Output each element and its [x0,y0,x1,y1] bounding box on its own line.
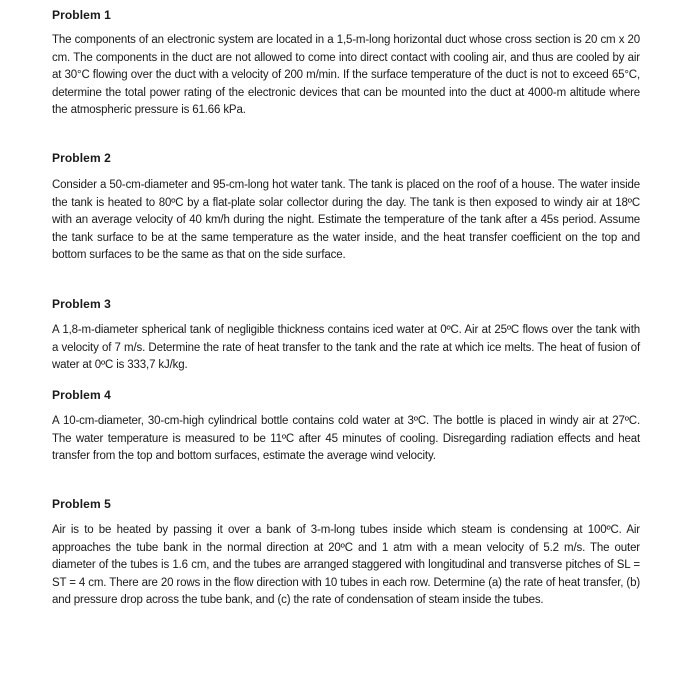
problem-2-text: Consider a 50-cm-diameter and 95-cm-long hot water tank. The tank is placed on the roof of a house. The water inside the tank is heated to 80ºC by a flat-plate solar collector during the day. The tank is then exposed to windy air at 18ºC with an average velocity of 40 km/h during the night. Estimate the temperature of the tank after a 45s period. Assume the tank surface to be at the same temperature as the water inside, and the heat transfer coefficient on the top and bottom surfaces to be the same as that on the side surface. [52,179,640,262]
problem-2-title: Problem 2 [52,151,111,165]
problem-4-text: A 10-cm-diameter, 30-cm-high cylindrical bottle contains cold water at 3ºC. The bottle is placed in windy air at 27ºC. The water temperature is measured to be 11ºC after 45 minutes of cooling. Disregarding radiation effects and heat transfer from the top and bottom surfaces, estimate the average wind velocity. [52,415,640,463]
problem-4-title: Problem 4 [52,388,111,402]
problem-5-title: Problem 5 [52,497,111,511]
problem-1-title: Problem 1 [52,8,111,22]
problem-5-text: Air is to be heated by passing it over a bank of 3-m-long tubes inside which steam is condensing at 100ºC. Air approaches the tube bank in the normal direction at 20ºC and 1 atm with a mean velocity of 5.2 m/s. The outer diameter of the tubes is 1.6 cm, and the tubes are arranged staggered with longitudinal and transverse pitches of SL = ST = 4 cm. There are 20 rows in the flow direction with 10 tubes in each row. Determine (a) the rate of heat transfer, (b) and pressure drop across the tube bank, and (c) the rate of condensation of steam inside the tubes. [52,524,640,607]
problem-3-title: Problem 3 [52,297,111,311]
problem-1-text: The components of an electronic system are located in a 1,5-m-long horizontal duct whose cross section is 20 cm x 20 cm. The components in the duct are not allowed to come into direct contact with cooling air, and thus are cooled by air at 30°C flowing over the duct with a velocity of 200 m/min. If the surface temperature of the duct is not to exceed 65°C, determine the total power rating of the electronic devices that can be mounted into the duct at 4000-m altitude where the atmospheric pressure is 61.66 kPa. [52,34,640,117]
problem-3-text: A 1,8-m-diameter spherical tank of negligible thickness contains iced water at 0ºC. Air at 25ºC flows over the tank with a velocity of 7 m/s. Determine the rate of heat transfer to the tank and the rate at which ice melts. The heat of fusion of water at 0ºC is 333,7 kJ/kg. [52,324,640,372]
